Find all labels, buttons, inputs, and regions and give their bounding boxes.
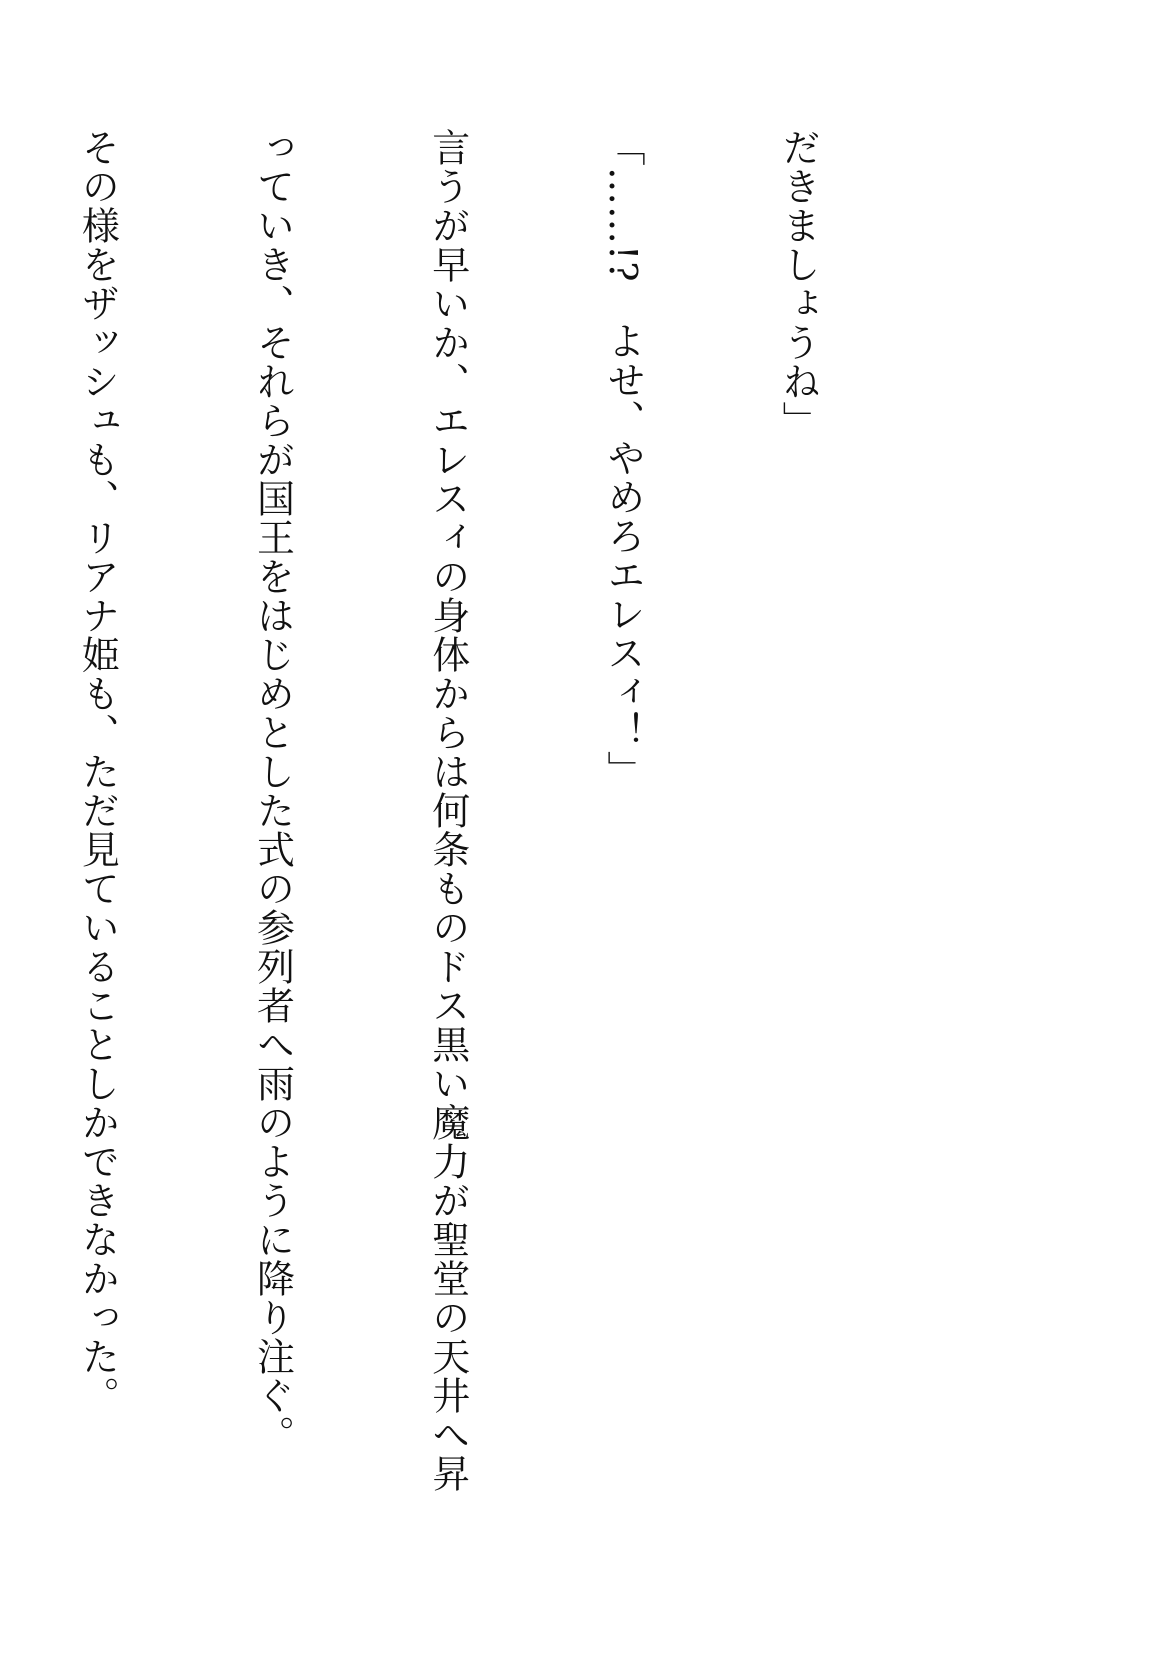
text-line: っていき、それらが国王をはじめとした式の参列者へ雨のように降り注ぐ。 [250, 128, 295, 1454]
vertical-text-body [0, 128, 944, 1528]
text-line: 言うが早いか、エレスィの身体からは何条ものドス黒い魔力が聖堂の天井へ昇 [425, 128, 470, 1493]
text-line: 「……!? よせ、やめろエレスィ！」 [600, 128, 645, 790]
text-line: だきましょうね」 [776, 128, 821, 440]
text-line: その様をザッシュも、リアナ姫も、ただ見ていることしかできなかった。 [75, 128, 120, 1415]
